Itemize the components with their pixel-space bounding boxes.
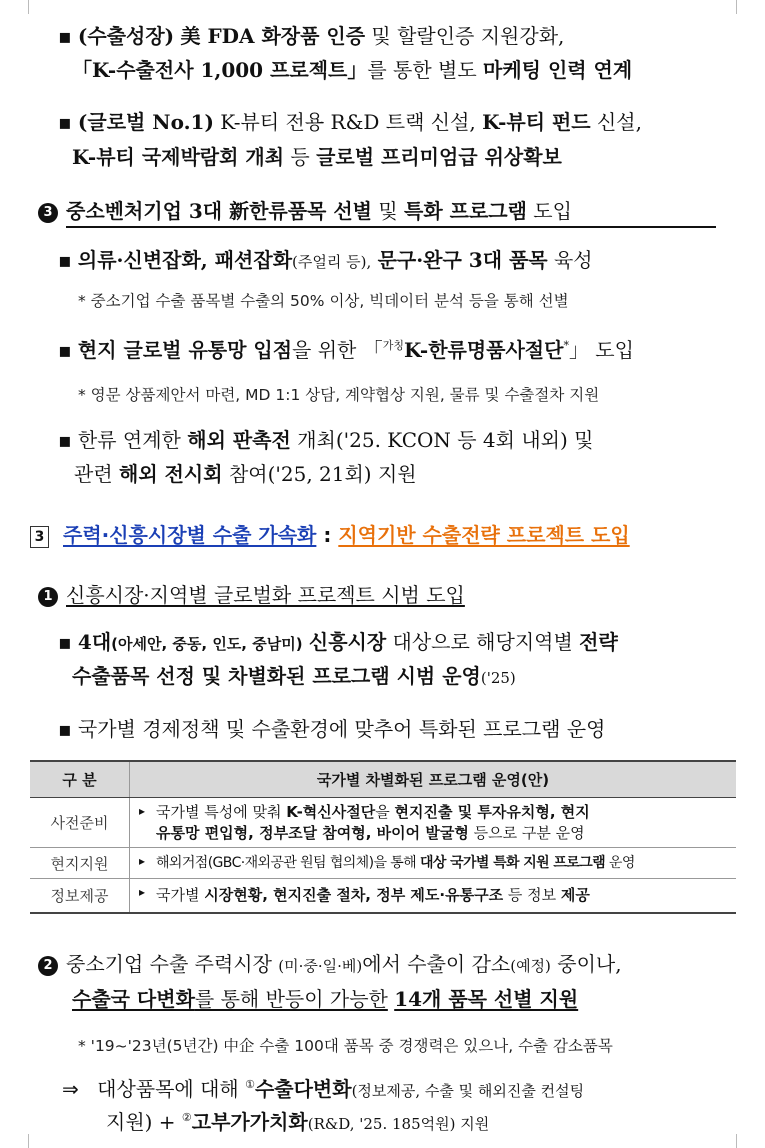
note-support-details: * 영문 상품제안서 마련, MD 1:1 상담, 계약협상 지원, 물류 및 수출절차 지원 <box>78 386 600 404</box>
table-cell-description: ▸ 국가별 특성에 맞춰 K-혁신사절단을 현지진출 및 투자유치형, 현지 유통망 편입형, 정부조달 참여형, 바이어 발굴형 등으로 구분 운영 <box>130 798 737 848</box>
item-overseas-promotion-line2: 관련 해외 전시회 참여('25, 21회) 지원 <box>74 462 417 486</box>
crop-mark-bottom-left <box>14 1134 29 1148</box>
part-3-heading: 3 주력·신흥시장별 수출 가속화 : 지역기반 수출전략 프로젝트 도입 <box>30 521 630 549</box>
result-support-line2: 지원) + ②고부가가치화(R&D, '25. 185억원) 지원 <box>106 1110 490 1134</box>
bullet-export-growth-line2: 「K-수출전사 1,000 프로젝트」를 통한 별도 마케팅 인력 연계 <box>72 58 633 82</box>
table-cell-description: ▸ 국가별 시장현황, 현지진출 절차, 정부 제도·유통구조 등 정보 제공 <box>130 879 737 913</box>
item-overseas-promotion: ▪ 한류 연계한 해외 판촉전 개최('25. KCON 등 4회 내외) 및 <box>58 428 594 452</box>
note-selection-criteria: * 중소기업 수출 품목별 수출의 50% 이상, 빅데이터 분석 등을 통해 선별 <box>78 292 569 310</box>
item-three-categories: ▪ 의류·신변잡화, 패션잡화(주얼리 등), 문구·완구 3대 품목 육성 <box>58 248 593 272</box>
bullet-global-no1: ▪ (글로벌 No.1) K-뷰티 전용 R&D 트랙 신설, K-뷰티 펀드 신설, <box>58 110 642 134</box>
crop-mark-top-left <box>14 0 29 14</box>
part-number-box: 3 <box>30 526 49 548</box>
subsection-number-badge: 2 <box>38 956 58 976</box>
section-3-heading: 3 중소벤처기업 3대 新한류품목 선별 및 특화 프로그램 도입 <box>38 197 572 225</box>
table-row <box>30 798 736 848</box>
implies-arrow-icon: ⇒ <box>62 1077 79 1101</box>
table-row <box>30 879 736 913</box>
crop-mark-bottom-right <box>736 1134 751 1148</box>
result-support-line1: ⇒ 대상품목에 대해 ①수출다변화(정보제공, 수출 및 해외진출 컨설팅 <box>62 1077 585 1101</box>
table-header-row <box>30 761 736 798</box>
subsection-2-line2: 수출국 다변화를 통해 반등이 가능한 14개 품목 선별 지원 <box>72 987 579 1011</box>
bullet-global-no1-line2: K-뷰티 국제박람회 개최 등 글로벌 프리미엄급 위상확보 <box>72 145 562 169</box>
table-header-category: 구 분 <box>30 761 130 798</box>
table-header-program: 국가별 차별화된 프로그램 운영(안) <box>130 761 737 798</box>
section-3-underline <box>66 226 716 228</box>
subsection-number-badge: 1 <box>38 587 58 607</box>
subsection-1-heading: 1 신흥시장·지역별 글로벌화 프로젝트 시범 도입 <box>38 581 465 609</box>
table-cell-category: 사전준비 <box>30 798 130 848</box>
bullet-export-growth: ▪ (수출성장) 美 FDA 화장품 인증 및 할랄인증 지원강화, <box>58 24 565 48</box>
item-country-programs: ▪ 국가별 경제정책 및 수출환경에 맞추어 특화된 프로그램 운영 <box>58 717 606 741</box>
note-declining-items: * '19~'23년(5년간) 中企 수출 100대 품목 중 경쟁력은 있으나, 수출 감소품목 <box>78 1037 613 1055</box>
section-number-badge: 3 <box>38 203 58 223</box>
item-distribution-entry: ▪ 현지 글로벌 유통망 입점을 위한 「$^{가칭}$K-한류명품사절단*」 도입 <box>58 338 634 362</box>
item-four-emerging-markets: ▪ 4대(아세안, 중동, 인도, 중남미) 신흥시장 대상으로 해당지역별 전략 <box>58 630 618 654</box>
program-table <box>30 760 736 914</box>
subsection-2-heading: 2 중소기업 수출 주력시장 (미·중·일·베)에서 수출이 감소(예정) 중이나, <box>38 950 622 980</box>
crop-mark-top-right <box>736 0 751 14</box>
table-cell-category: 현지지원 <box>30 848 130 879</box>
item-four-emerging-markets-line2: 수출품목 선정 및 차별화된 프로그램 시범 운영('25) <box>72 664 516 688</box>
table-cell-description: ▸ 해외거점(GBC·재외공관 원팀 협의체)을 통해 대상 국가별 특화 지원 프로그램 운영 <box>130 848 737 879</box>
table-row <box>30 848 736 879</box>
table-cell-category: 정보제공 <box>30 879 130 913</box>
